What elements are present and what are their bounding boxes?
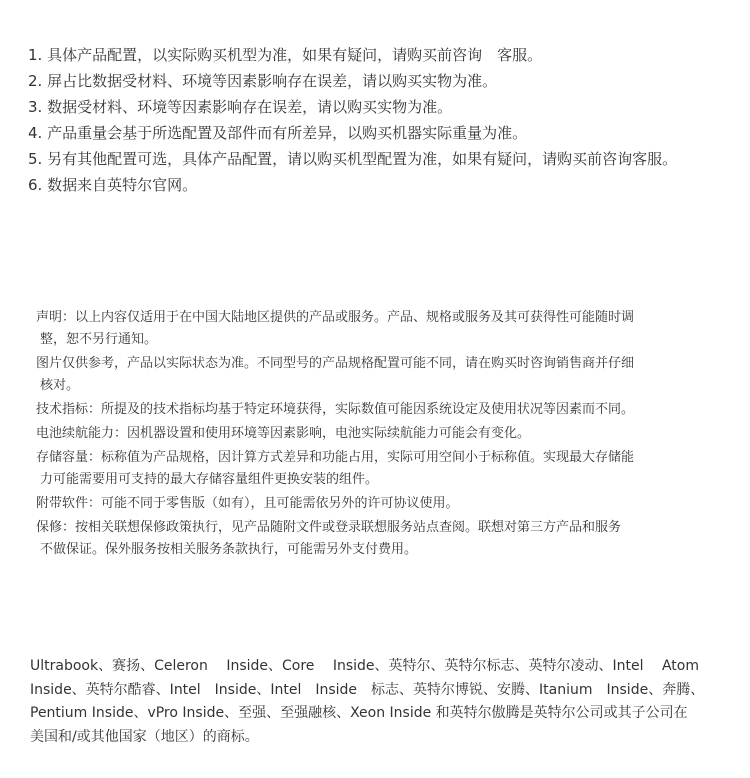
disclaimer-statement (36, 307, 726, 351)
disclaimer-text: 附带软件：可能不同于零售版（如有），且可能需依另外的许可协议使用。 (36, 496, 459, 511)
disclaimer-text-cont: 力可能需要用可支持的最大存储容量组件更换安装的组件。 (40, 472, 379, 487)
trademark-line: Inside、英特尔酷睿、Intel Inside、Intel Inside 标志、英特尔博锐、安腾、Itanium Inside、奔腾、 (30, 681, 705, 698)
disclaimer-text: 存储容量：标称值为产品规格，因计算方式差异和功能占用，实际可用空间小于标称值。实现最大存储能 (36, 450, 635, 465)
note-item: 1. 具体产品配置，以实际购买机型为准，如果有疑问，请购买前咨询 客服。 (28, 46, 543, 64)
note-item: 4. 产品重量会基于所选配置及部件而有所差异，以购买机器实际重量为准。 (28, 124, 528, 142)
note-item: 5. 另有其他配置可选，具体产品配置，请以购买机型配置为准，如果有疑问，请购买前咨询客服。 (28, 150, 678, 168)
trademark-line: Pentium Inside、vPro Inside、至强、至强融核、Xeon Inside 和英特尔傲腾是英特尔公司或其子公司在 (30, 705, 688, 721)
note-item: 6. 数据来自英特尔官网。 (28, 176, 198, 194)
disclaimer-text: 图片仅供参考，产品以实际状态为准。不同型号的产品规格配置可能不同，请在购买时咨询销售商并仔细 (36, 356, 635, 371)
disclaimer-text-cont: 不做保证。保外服务按相关服务条款执行，可能需另外支付费用。 (40, 542, 418, 557)
disclaimer-image-note (36, 353, 726, 397)
note-item: 3. 数据受材料、环境等因素影响存在误差，请以购买实物为准。 (28, 98, 453, 116)
note-item: 2. 屏占比数据受材料、环境等因素影响存在误差，请以购买实物为准。 (28, 72, 498, 90)
disclaimer-warranty (36, 517, 726, 561)
disclaimer-tech-specs (36, 399, 726, 421)
disclaimer-storage (36, 447, 726, 491)
disclaimer-text-cont: 核对。 (40, 378, 80, 393)
trademark-line: 美国和/或其他国家（地区）的商标。 (30, 728, 259, 745)
trademark-line: Ultrabook、赛扬、Celeron Inside、Core Inside、英特尔、英特尔标志、英特尔凌动、Intel Atom (30, 658, 700, 674)
disclaimer-text: 保修：按相关联想保修政策执行，见产品随附文件或登录联想服务站点查阅。联想对第三方产品和服务 (36, 520, 622, 535)
notes-list (28, 42, 750, 198)
trademark-notice (30, 655, 748, 749)
disclaimer-text: 电池续航能力：因机器设置和使用环境等因素影响，电池实际续航能力可能会有变化。 (36, 426, 531, 441)
disclaimer-text: 技术指标：所提及的技术指标均基于特定环境获得，实际数值可能因系统设定及使用状况等因素而不同。 (36, 402, 635, 417)
disclaimer-text-cont: 整，恕不另行通知。 (40, 332, 158, 347)
disclaimer-battery (36, 423, 726, 445)
disclaimer-section (36, 307, 726, 563)
disclaimer-software (36, 493, 726, 515)
disclaimer-text: 声明：以上内容仅适用于在中国大陆地区提供的产品或服务。产品、规格或服务及其可获得性可能随时调 (36, 310, 635, 325)
